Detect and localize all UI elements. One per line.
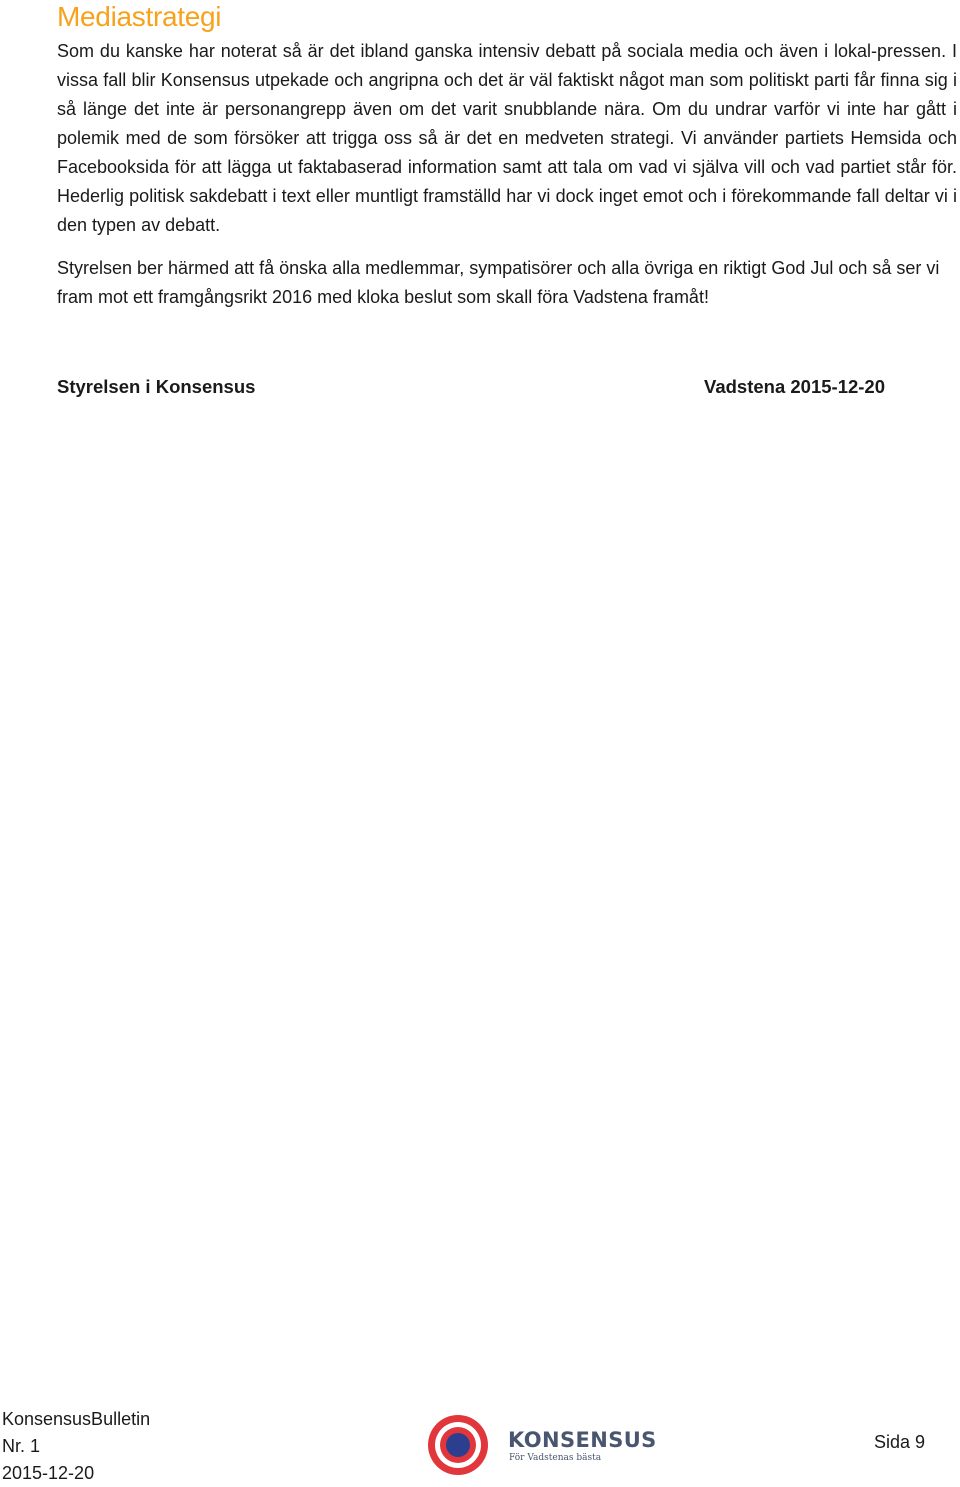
footer-publication-name: KonsensusBulletin: [2, 1409, 151, 1429]
konsensus-target-icon: [426, 1412, 492, 1478]
logo-wordmark: KONSENSUS: [508, 1428, 657, 1452]
logo-tagline: För Vadstenas bästa: [509, 1453, 602, 1463]
paragraph-media-strategy: Som du kanske har noterat så är det ibland ganska intensiv debatt på sociala media och även i lokal-pressen. I vissa fall blir Konsensus utpekade och angripna och det är väl faktiskt något man som politiskt parti får finna sig i så länge det inte är personangrepp även om det varit snubblande nära. Om du undrar varför vi inte har gått i polemik med de som försöker att trigga oss så är det en medveten strategi. Vi använder partiets Hemsida och Facebooksida för att lägga ut faktabaserad information samt att tala om vad vi själva vill och vad partiet står för. Hederlig politisk sakdebatt i text eller muntligt framställd har vi dock inget emot och i förekommande fall deltar vi i den typen av debatt.: [57, 41, 957, 235]
konsensus-logo: [426, 1412, 657, 1478]
page-title: Mediastrategi: [57, 1, 222, 32]
paragraph-christmas-greeting: Styrelsen ber härmed att få önska alla medlemmar, sympatisörer och alla övriga en riktigt God Jul och så ser vi fram mot ett framgångsrikt 2016 med kloka beslut som skall föra Vadstena framåt!: [57, 258, 940, 307]
footer-page-number: Sida 9: [874, 1432, 926, 1452]
footer-date: 2015-12-20: [2, 1463, 95, 1483]
footer-issue-number: Nr. 1: [2, 1436, 41, 1456]
signature-board: Styrelsen i Konsensus: [57, 376, 256, 397]
signature-place-date: Vadstena 2015-12-20: [704, 376, 886, 397]
footer-publication-info: [2, 1406, 150, 1487]
